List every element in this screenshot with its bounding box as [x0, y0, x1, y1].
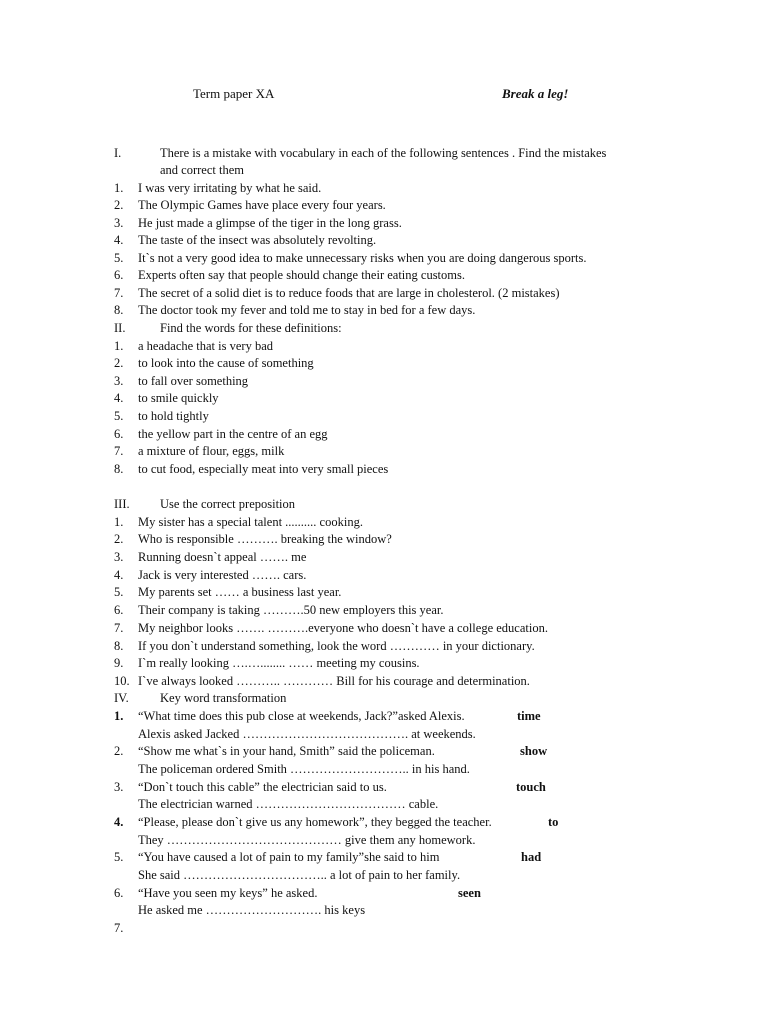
key-word: time — [517, 709, 541, 723]
section-instruction: Use the correct preposition — [160, 497, 296, 511]
key-word: to — [548, 815, 559, 829]
paper-title: Term paper XA — [193, 86, 275, 101]
key-word: had — [521, 850, 542, 864]
section-instruction: There is a mistake with vocabulary in each of the following sentences . Find the mistakes — [160, 146, 607, 160]
section-number: I. — [114, 146, 122, 160]
key-word: show — [520, 744, 548, 758]
document-page: Term paper XA Break a leg! I. There is a mistake with vocabulary in each of the following sentences . Find the mistakes and correct them 1. I was very irritating by what he said. 2. The Olympic Games have place every four years. 3. He just made a glimpse of the tiger in the long grass. 4. The taste of the insect was absolutely revolting. 5. It`s not a very good idea to make unnecessary risks when you are doing dangerous sports. 6. Experts often say that people should change their eating customs. 7. The secret of a solid diet is to reduce foods that are large in cholesterol. (2 mistakes) 8. The doctor took my fever and told me to stay in bed for a few days. II. Find the words for these definitions: 1. a headache that is very bad 2. to look into the cause of something 3. to fall over something 4. to smile quickly 5. to hold tightly 6. the yellow part in the centre of an egg 7. a mixture of flour, eggs, milk 8. to cut food, especially meat into very small pieces III. Use the correct preposition 1. My sister has a special talent .......... cooking. 2. Who is responsible ………. breaking the window? 3. Running doesn`t appeal ……. me 4. Jack is very interested ……. cars. 5. My parents set …… a business last year. 6. Their company is taking ……….50 new employers this year. 7. My neighbor looks ……. ……….everyone who doesn`t have a college education. 8. If you don`t understand something, look the word ………… in your dictionary. 9. I`m really looking ….…........ …… meeting my cousins. 10. I`ve always looked ……….. ………… Bill for his courage and determination. IV. Key word transformation 1. “What time does this pub close at weekends, Jack?”asked Alexis. time Alexis asked Jacked …………………………………. at weekends. 2. “Show me what`s in your hand, Smith” said the policeman. show The policeman ordered Smith ……………………….. in his hand. 3. “Don`t touch this cable” the electrician said to us. touch The electrician warned ……………………………… cable. 4. “Please, please don`t give us any homework”, they begged the teacher. to They …………………………………… give them any homework. 5. “You have caused a lot of pain to my family”she said to him had She said …………………………….. a lot of pain to her family. 6. “Have you seen my keys” he asked. seen He asked me ………………………. his keys 7. — [114, 86, 607, 935]
key-word: touch — [516, 780, 546, 794]
section-instruction-cont: and correct them — [160, 163, 244, 177]
section-number: II. — [114, 321, 126, 335]
section-number: IV. — [114, 691, 129, 705]
section-number: III. — [114, 497, 130, 511]
paper-motto: Break a leg! — [502, 86, 569, 101]
section-instruction: Find the words for these definitions: — [160, 321, 342, 335]
section-instruction: Key word transformation — [160, 691, 287, 705]
key-word: seen — [458, 886, 481, 900]
